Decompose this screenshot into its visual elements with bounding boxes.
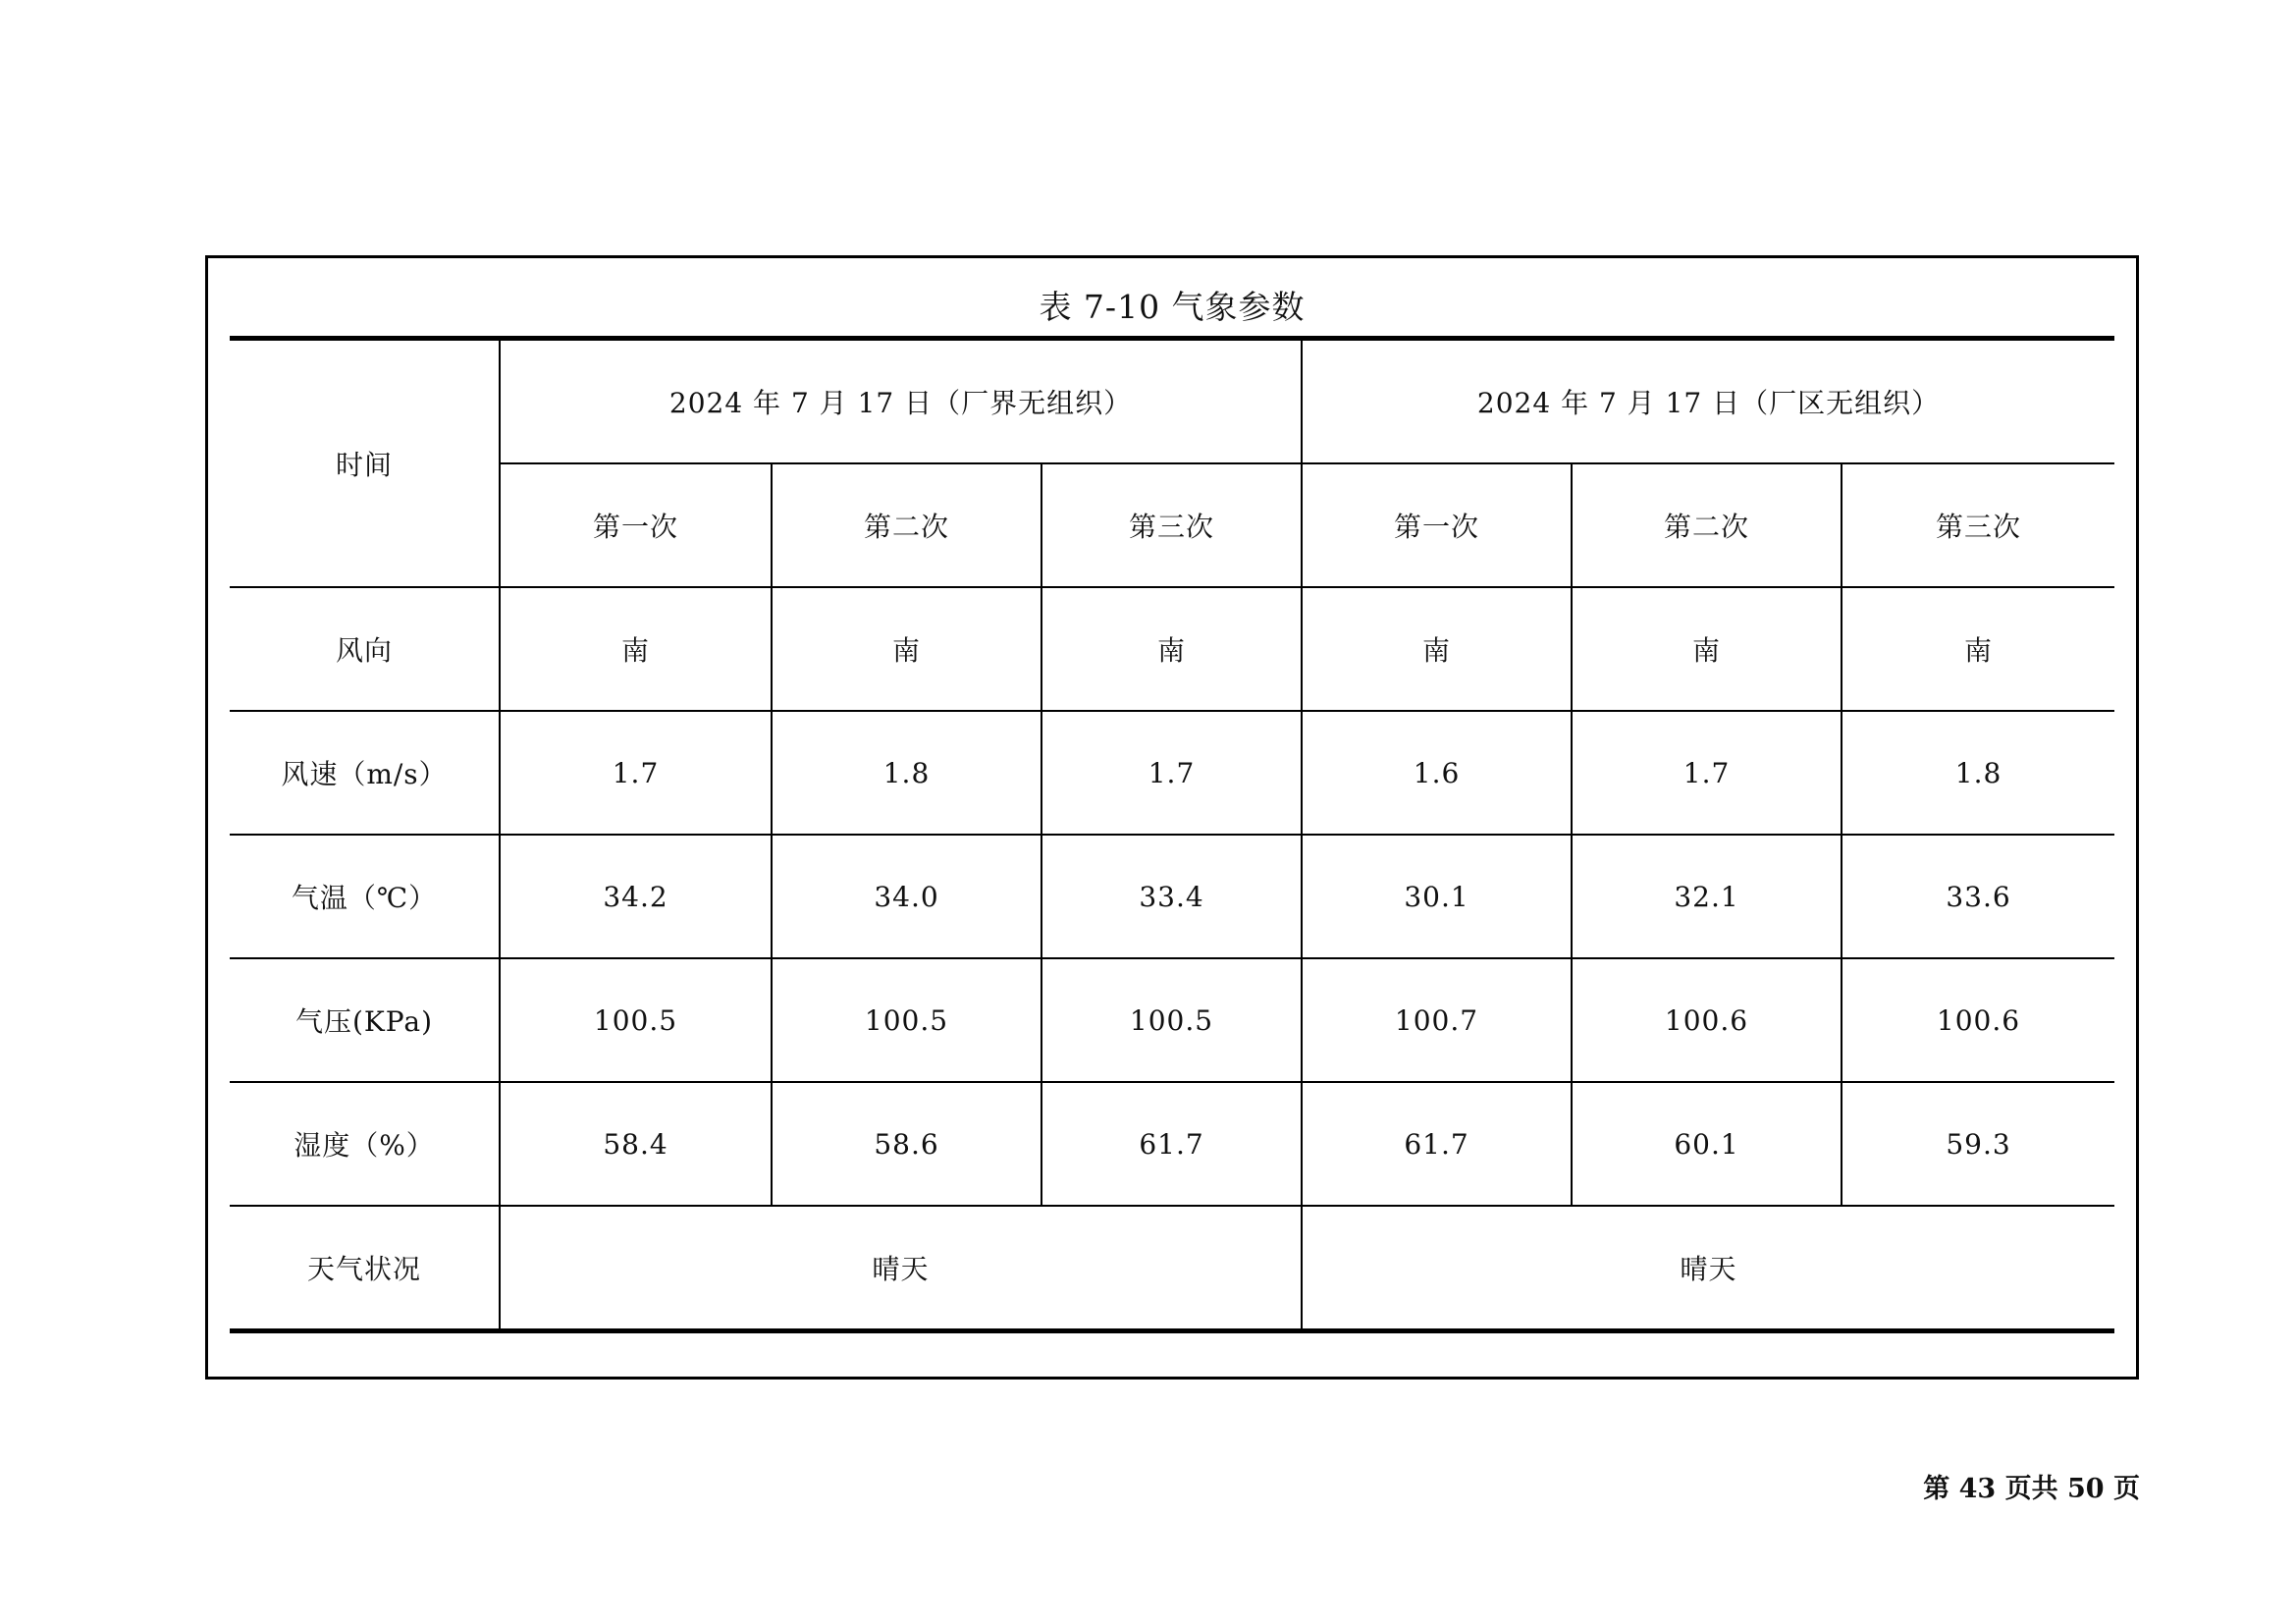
group-header-plant-area: 2024 年 7 月 17 日（厂区无组织） [1302,339,2114,464]
table-header-row [230,339,2114,464]
page-number: 第 43 页共 50 页 [1923,1474,2140,1504]
table-cell: 58.4 [500,1082,772,1206]
subheader-cell: 第二次 [1572,463,1842,587]
subheader-cell: 第二次 [772,463,1041,587]
table-subheader-row [230,463,2114,587]
table-row-wind-direction [230,587,2114,711]
table-cell: 59.3 [1842,1082,2114,1206]
weather-cell-boundary: 晴天 [500,1206,1302,1331]
subheader-cell: 第一次 [500,463,772,587]
table-cell: 南 [1572,587,1842,711]
table-cell: 33.4 [1041,835,1302,958]
weather-cell-plant-area: 晴天 [1302,1206,2114,1331]
table-cell: 南 [1842,587,2114,711]
row-label: 湿度（%） [230,1082,500,1206]
table-cell: 30.1 [1302,835,1572,958]
row-label: 气温（℃） [230,835,500,958]
table-cell: 南 [1302,587,1572,711]
table-cell: 34.2 [500,835,772,958]
table-row-pressure [230,958,2114,1082]
row-label: 天气状况 [230,1206,500,1331]
subheader-cell: 第三次 [1041,463,1302,587]
table-cell: 1.7 [500,711,772,835]
group-header-boundary: 2024 年 7 月 17 日（厂界无组织） [500,339,1302,464]
table-cell: 33.6 [1842,835,2114,958]
table-cell: 61.7 [1041,1082,1302,1206]
table-cell: 34.0 [772,835,1041,958]
table-cell: 100.5 [500,958,772,1082]
table-cell: 1.7 [1041,711,1302,835]
subheader-cell: 第三次 [1842,463,2114,587]
table-cell: 100.5 [772,958,1041,1082]
table-cell: 100.6 [1842,958,2114,1082]
table-cell: 100.6 [1572,958,1842,1082]
row-label: 风向 [230,587,500,711]
table-cell: 1.8 [772,711,1041,835]
table-row-temperature [230,835,2114,958]
table-cell: 南 [772,587,1041,711]
table-cell: 32.1 [1572,835,1842,958]
weather-parameters-table [230,336,2114,1333]
table-cell: 1.8 [1842,711,2114,835]
time-label-cell: 时间 [230,339,500,588]
table-cell: 1.6 [1302,711,1572,835]
table-cell: 1.7 [1572,711,1842,835]
table-row-weather [230,1206,2114,1331]
table-cell: 61.7 [1302,1082,1572,1206]
table-row-humidity [230,1082,2114,1206]
table-cell: 南 [500,587,772,711]
row-label: 气压(KPa) [230,958,500,1082]
row-label: 风速（m/s） [230,711,500,835]
table-cell: 58.6 [772,1082,1041,1206]
table-row-wind-speed [230,711,2114,835]
subheader-cell: 第一次 [1302,463,1572,587]
table-title: 表 7-10 气象参数 [1039,288,1306,326]
table-cell: 南 [1041,587,1302,711]
table-cell: 100.5 [1041,958,1302,1082]
table-cell: 60.1 [1572,1082,1842,1206]
table-cell: 100.7 [1302,958,1572,1082]
